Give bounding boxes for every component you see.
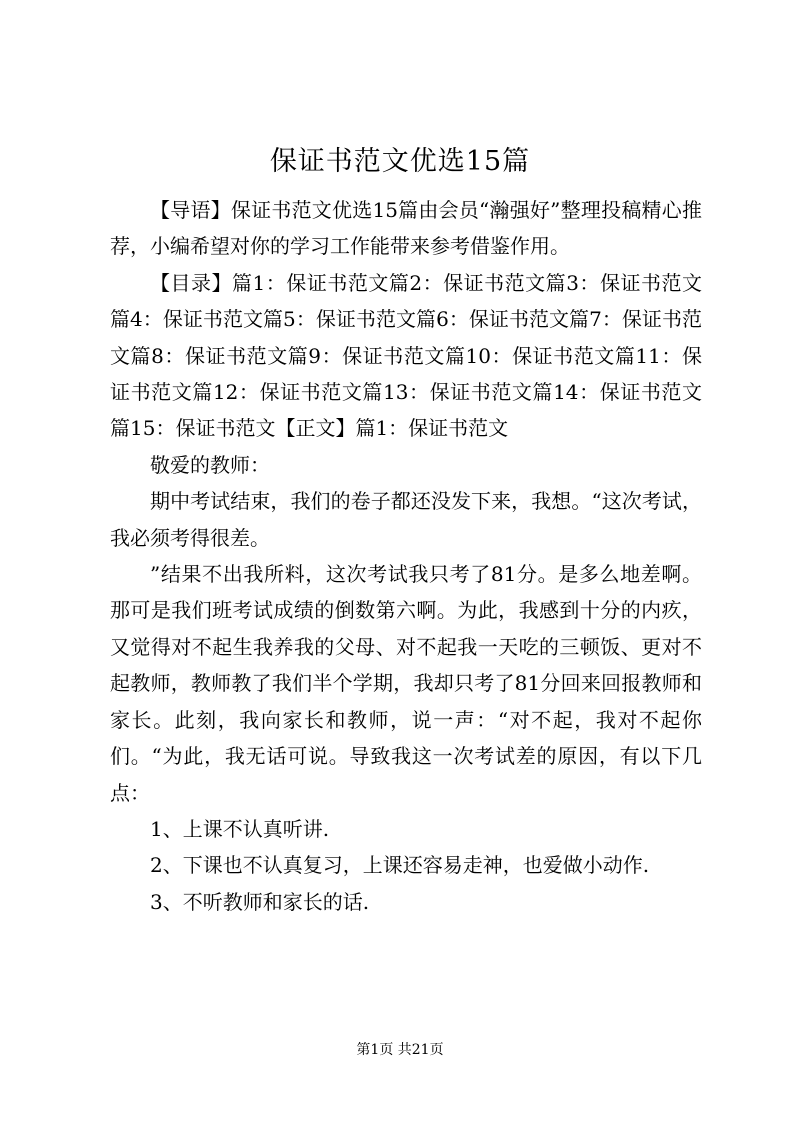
paragraph-toc: 【目录】篇1：保证书范文篇2：保证书范文篇3：保证书范文篇4：保证书范文篇5：保证书范文篇6：保证书范文篇7：保证书范文篇8：保证书范文篇9：保证书范文篇10：保证书范文篇11：保证书范文篇12：保证书范文篇13：保证书范文篇14：保证书范文篇15：保证书范文【正文】篇1：保证书范文 bbox=[110, 270, 702, 441]
paragraph-intro: 【导语】保证书范文优选15篇由会员“瀚强好”整理投稿精心推荐，小编希望对你的学习工作能带来参考借鉴作用。 bbox=[110, 198, 702, 259]
list-item-1: 1、上课不认真听讲. bbox=[150, 816, 330, 841]
document-body bbox=[110, 192, 702, 920]
list-item-3: 3、不听教师和家长的话. bbox=[150, 889, 370, 914]
document-title: 保证书范文优选15篇 bbox=[269, 146, 531, 177]
paragraph-body-1: 期中考试结束，我们的卷子都还没发下来，我想。“这次考试，我必须考得很差。 bbox=[110, 489, 702, 550]
page-number-footer: 第1页 共21页 bbox=[356, 1042, 444, 1058]
list-item-2: 2、下课也不认真复习，上课还容易走神，也爱做小动作. bbox=[150, 853, 650, 878]
paragraph-body-2: ”结果不出我所料，这次考试我只考了81分。是多么地差啊。那可是我们班考试成绩的倒数第六啊。为此，我感到十分的内疚，又觉得对不起生我养我的父母、对不起我一天吃的三顿饭、更对不起教师，教师教了我们半个学期，我却只考了81分回来回报教师和家长。此刻，我向家长和教师，说一声：“对不起，我对不起你们。“为此，我无话可说。导致我这一次考试差的原因，有以下几点： bbox=[110, 562, 702, 805]
paragraph-salutation: 敬爱的教师： bbox=[150, 452, 270, 477]
